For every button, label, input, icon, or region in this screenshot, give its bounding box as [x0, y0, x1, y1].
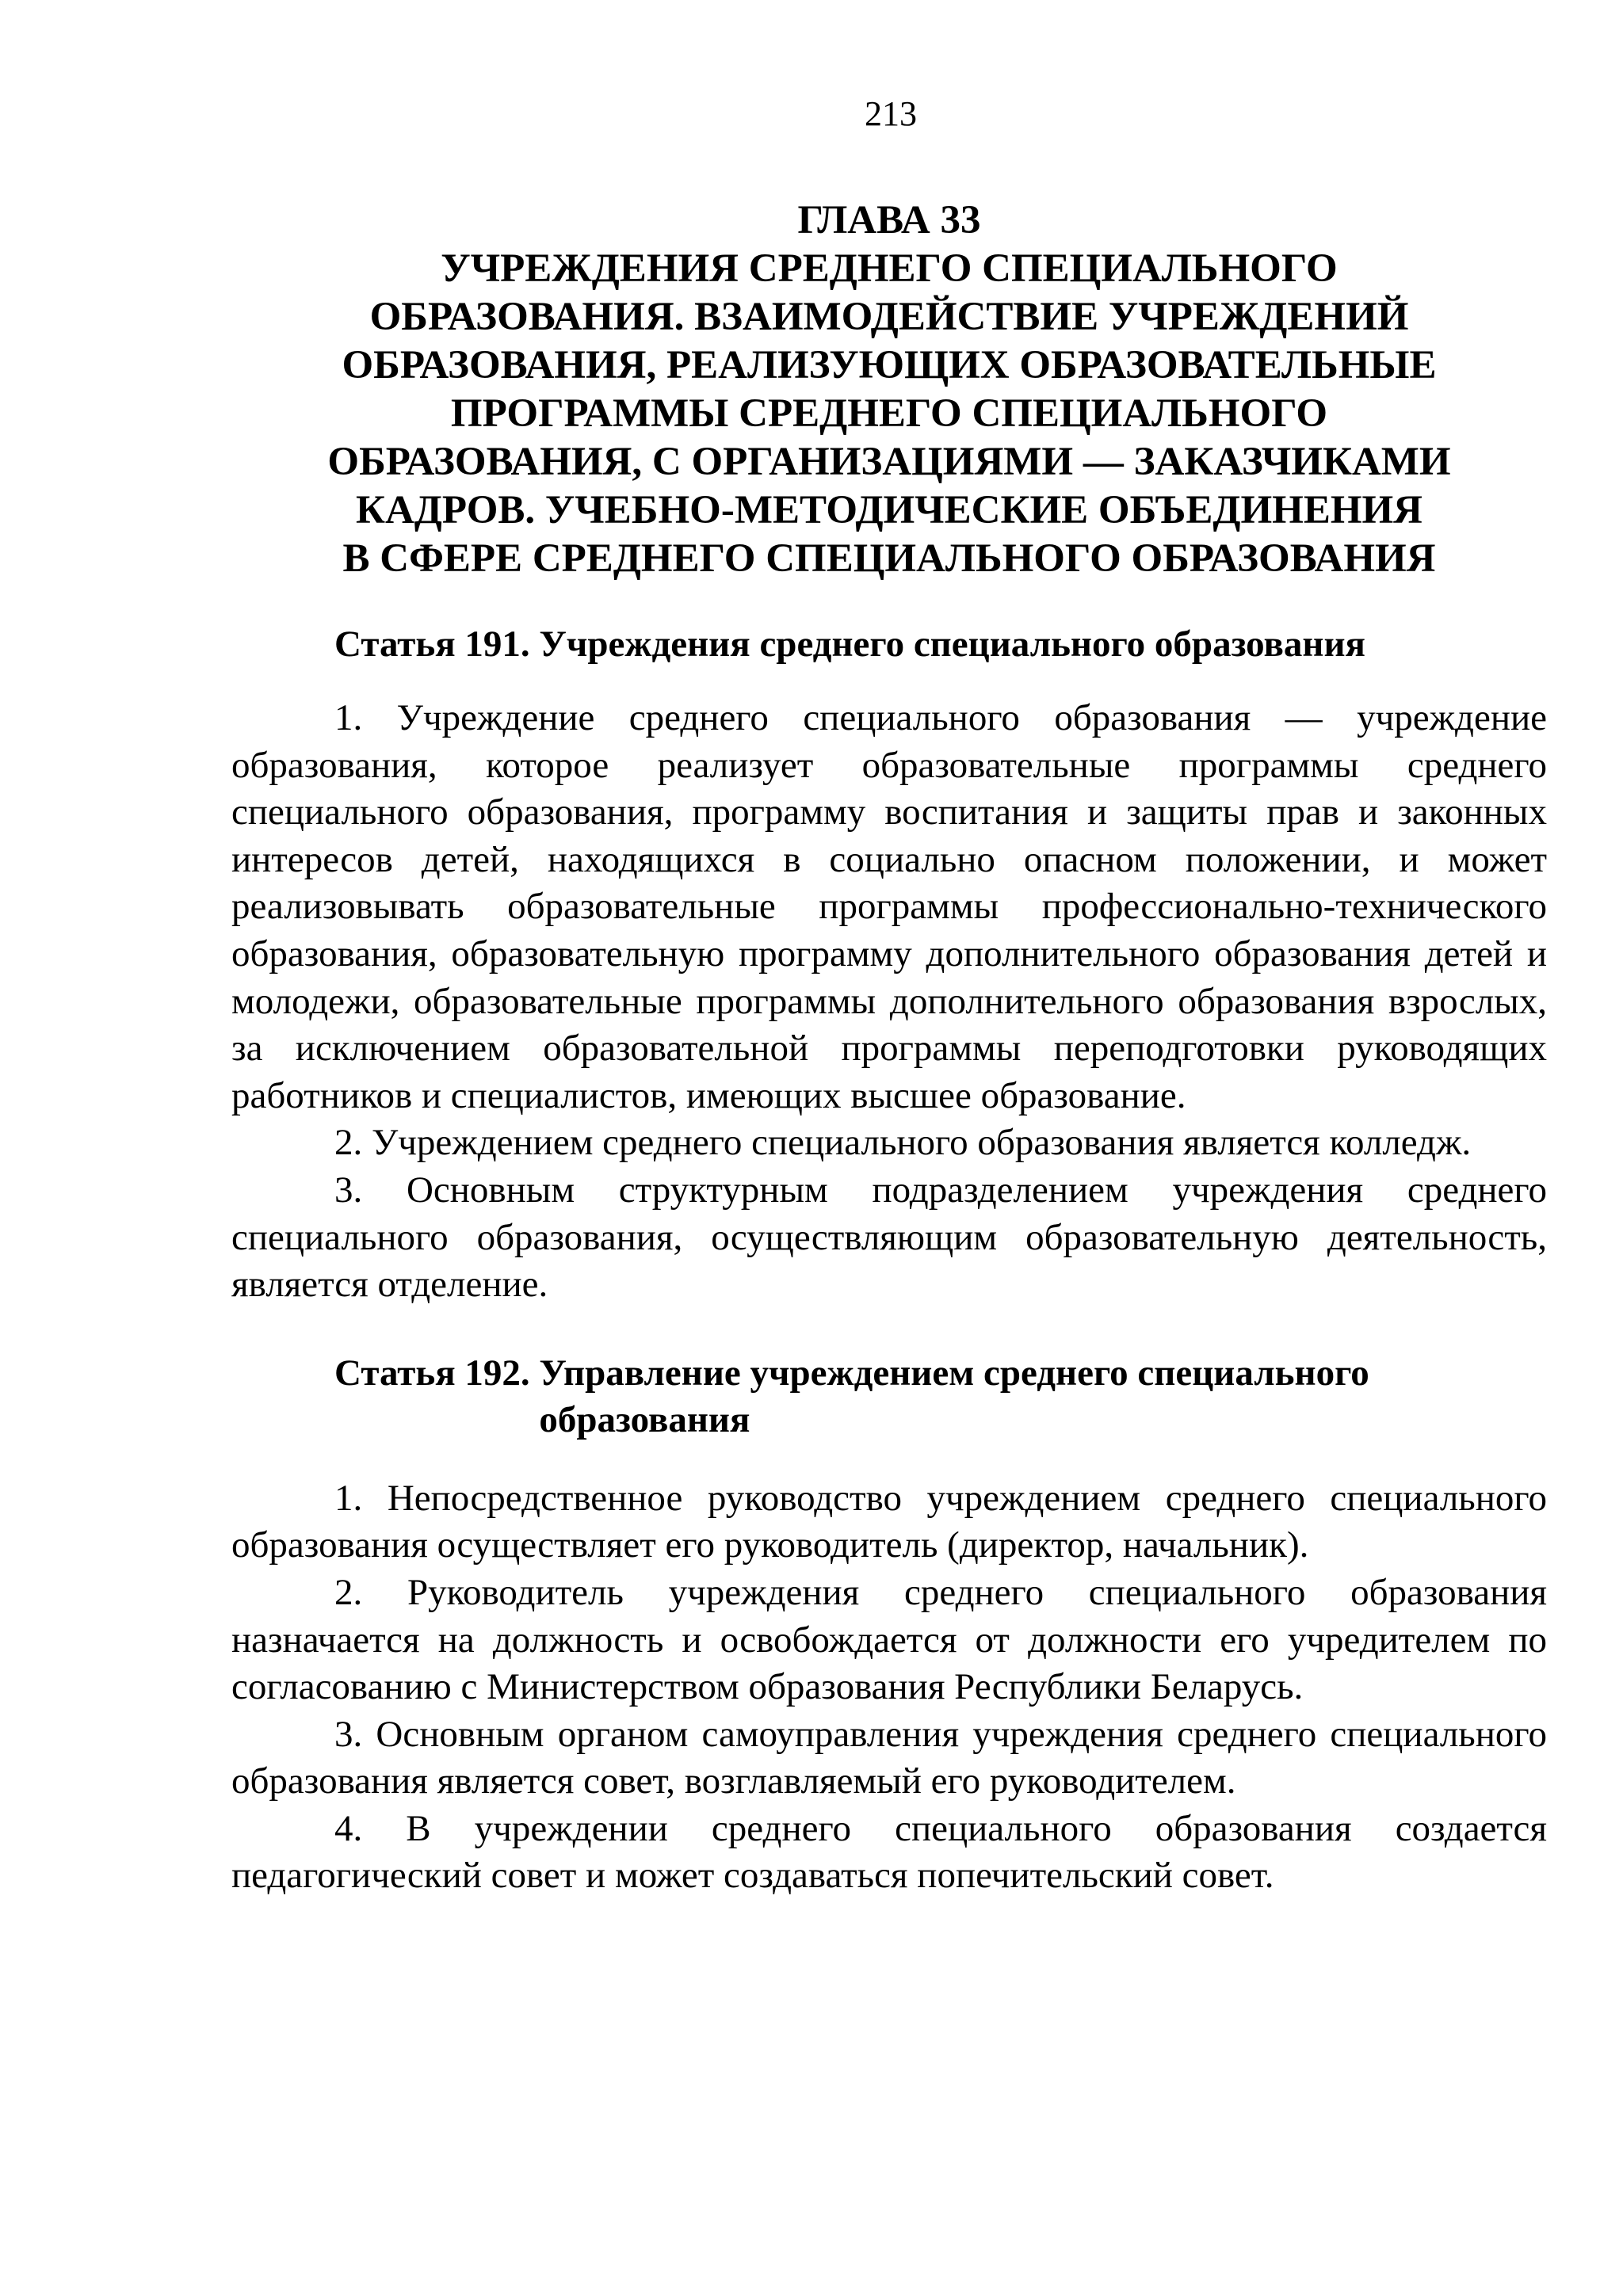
paragraph [231, 1475, 1547, 1569]
paragraph-number: 1. [334, 1477, 363, 1519]
paragraph-text: Основным органом самоуправления учреждения среднего специального образования является совет, возглавляемый его руководителем. [231, 1713, 1548, 1802]
paragraph-number: 3. [334, 1169, 363, 1211]
paragraph-text: Руководитель учреждения среднего специального образования назначается на должность и освобождается от должности его учредителем по согласованию с Министерством образования Республики Беларусь. [231, 1571, 1547, 1708]
chapter-title-line: ОБРАЗОВАНИЯ. ВЗАИМОДЕЙСТВИЕ УЧРЕЖДЕНИЙ [369, 295, 1409, 339]
chapter-title-line: ПРОГРАММЫ СРЕДНЕГО СПЕЦИАЛЬНОГО [450, 391, 1328, 436]
paragraph-text: В учреждении среднего специального образования создается педагогический совет и может создаваться попечительский совет. [231, 1807, 1548, 1897]
paragraph-number: 1. [334, 697, 363, 738]
paragraph-number: 2. [334, 1122, 363, 1164]
chapter-title-line: КАДРОВ. УЧЕБНО-МЕТОДИЧЕСКИЕ ОБЪЕДИНЕНИЯ [355, 488, 1423, 532]
article-192-body [231, 1475, 1547, 1900]
paragraph [231, 695, 1547, 1119]
chapter-title-line: В СФЕРЕ СРЕДНЕГО СПЕЦИАЛЬНОГО ОБРАЗОВАНИЯ [342, 536, 1436, 581]
chapter-title-line: ОБРАЗОВАНИЯ, РЕАЛИЗУЮЩИХ ОБРАЗОВАТЕЛЬНЫЕ [342, 343, 1437, 387]
paragraph [231, 1711, 1547, 1806]
page-number: 213 [865, 94, 917, 133]
chapter-title-line: ОБРАЗОВАНИЯ, С ОРГАНИЗАЦИЯМИ — ЗАКАЗЧИКАМИ [327, 440, 1451, 484]
paragraph [231, 1119, 1547, 1167]
paragraph-text: Основным структурным подразделением учреждения среднего специального образования, осуществляющим образовательную деятельность, является отделение. [231, 1169, 1548, 1306]
paragraph [231, 1569, 1547, 1711]
chapter-heading [231, 196, 1547, 583]
article-title: Управление учреждением среднего специального образования [539, 1352, 1369, 1440]
article-number: Статья 192. [334, 1352, 530, 1394]
paragraph-text: Непосредственное руководство учреждением среднего специального образования осуществляет его руководитель (директор, начальник). [231, 1477, 1548, 1566]
paragraph-text: Учреждение среднего специального образования — учреждение образования, которое реализует образовательные программы среднего специального образования, программу воспитания и защиты прав и законных интересов детей, находящихся в социально опасном положении, и может реализовывать образовательные программы профессионально-технического образования, образовательную программу дополнительного образования детей и молодежи, образовательные программы дополнительного образования взрослых, за исключением образовательной программы переподготовки руководящих работников и специалистов, имеющих высшее образование. [231, 697, 1547, 1116]
article-title: Учреждения среднего специального образования [539, 624, 1365, 665]
chapter-title-line: УЧРЕЖДЕНИЯ СРЕДНЕГО СПЕЦИАЛЬНОГО [441, 246, 1338, 291]
article-191-heading [231, 621, 1547, 668]
paragraph-number: 3. [334, 1713, 363, 1755]
article-191-body [231, 695, 1547, 1309]
article-number: Статья 191. [334, 624, 530, 665]
paragraph [231, 1806, 1547, 1900]
page-content [231, 196, 1547, 1900]
paragraph-number: 4. [334, 1807, 363, 1849]
paragraph-number: 2. [334, 1571, 363, 1613]
article-192-heading [231, 1350, 1547, 1444]
paragraph-text: Учреждением среднего специального образования является колледж. [372, 1122, 1472, 1164]
paragraph [231, 1167, 1547, 1309]
chapter-number: ГЛАВА 33 [797, 198, 981, 242]
